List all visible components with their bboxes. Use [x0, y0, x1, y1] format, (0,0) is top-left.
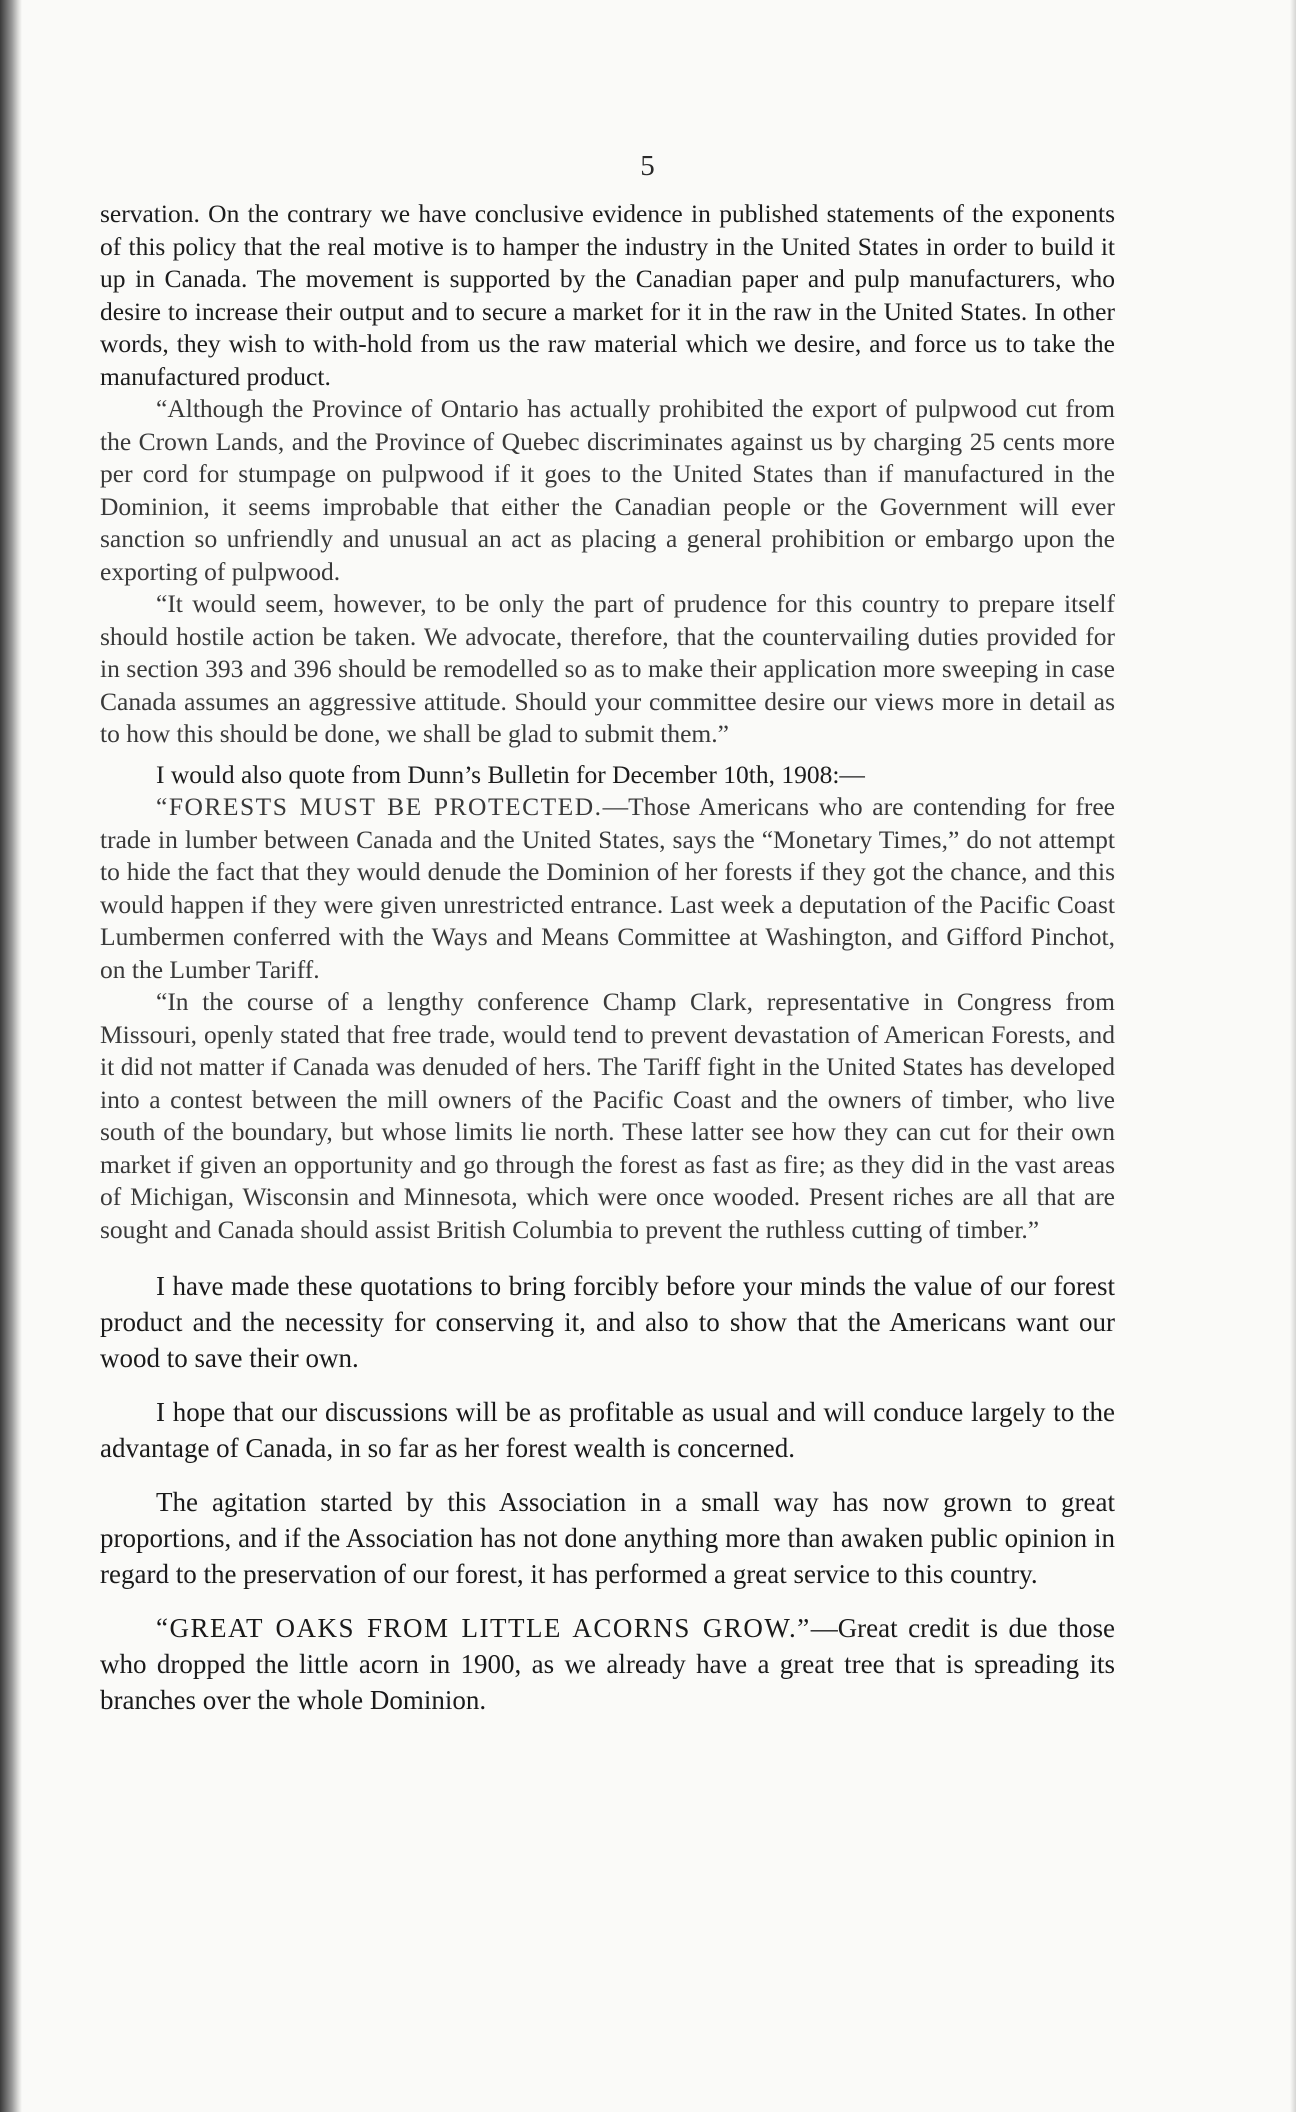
paragraph-champ-clark: “In the course of a lengthy conference Champ Clark, representative in Congress from Missouri, openly stated that free trade, would tend to prevent devastation of American Forests, and it did not matter if Canada was denuded of hers. The Tariff fight in the United States has developed into a contest between the mill owners of the Pacific Coast and the owners of timber, who live south of the boundary, but whose limits lie north. These latter see how they can cut for their own market if given an opportunity and go through the forest as fast as fire; as they did in the vast areas of Michigan, Wisconsin and Minnesota, which were once wooded. Present riches are all that are sought and Canada should assist British Columbia to prevent the ruthless cutting of timber.”: [100, 987, 1115, 1244]
paragraph-quotations-purpose: I have made these quotations to bring forcibly before your minds the value of our forest product and the necessity for conserving it, and also to show that the Americans want our wood to save their own.: [100, 1271, 1115, 1373]
paragraph-discussions-hope: I hope that our discussions will be as profitable as usual and will conduce largely to the advantage of Canada, in so far as her forest wealth is concerned.: [100, 1397, 1115, 1463]
paragraph-servation: servation. On the contrary we have conclusive evidence in published statements of the exponents of this policy that the real motive is to hamper the industry in the United States in order to build it up in Canada. The movement is supported by the Canadian paper and pulp manufacturers, who desire to increase their output and to secure a market for it in the raw in the United States. In other words, they wish to with-hold from us the raw material which we desire, and force us to take the manufactured product.: [100, 199, 1115, 391]
great-oaks-body: —Great credit is due those who dropped the little acorn in 1900, as we already have a great tree that is spreading its branches over the whole Dominion.: [100, 1613, 1116, 1715]
paragraph-ontario-quote: “Although the Province of Ontario has actually prohibited the export of pulpwood cut from the Crown Lands, and the Province of Quebec discriminates against us by charging 25 cents more per cord for stumpage on pulpwood if it goes to the United States than if manufactured in the Dominion, it seems improbable that either the Canadian people or the Government will ever sanction so unfriendly and unusual an act as placing a general prohibition or embargo upon the exporting of pulpwood.: [100, 394, 1115, 586]
page-body-text: [100, 198, 1115, 1718]
paragraph-agitation: The agitation started by this Association in a small way has now grown to great proportions, and if the Association has not done anything more than awaken public opinion in regard to the preservation of our forest, it has performed a great service to this country.: [100, 1487, 1115, 1589]
great-oaks-heading: “GREAT OAKS FROM LITTLE ACORNS GROW.”: [156, 1613, 811, 1643]
paragraph-dunns-bulletin-intro: I would also quote from Dunn’s Bulletin for December 10th, 1908:—: [156, 759, 865, 789]
book-binding-edge: [0, 0, 22, 2112]
paragraph-prudence-quote: “It would seem, however, to be only the part of prudence for this country to prepare itself should hostile action be taken. We advocate, therefore, that the countervailing duties provided for in section 393 and 396 should be remodelled so as to make their application more sweeping in case Canada assumes an aggressive attitude. Should your committee desire our views more in detail as to how this should be done, we shall be glad to submit them.”: [100, 589, 1115, 748]
forests-protected-heading: “FORESTS MUST BE PROTECTED.: [156, 792, 603, 821]
paragraph-forests-protected: [100, 791, 1115, 986]
page-edge-shadow: [1290, 0, 1296, 2112]
forests-protected-body: —Those Americans who are contending for free trade in lumber between Canada and the United States, says the “Monetary Times,” do not attempt to hide the fact that they would denude the Dominion of her forests if they got the chance, and this would happen if they were given unrestricted entrance. Last week a deputation of the Pacific Coast Lumbermen conferred with the Ways and Means Committee at Washington, and Gifford Pinchot, on the Lumber Tariff.: [100, 792, 1115, 984]
paragraph-great-oaks: [100, 1610, 1115, 1718]
page-number: 5: [640, 150, 656, 182]
